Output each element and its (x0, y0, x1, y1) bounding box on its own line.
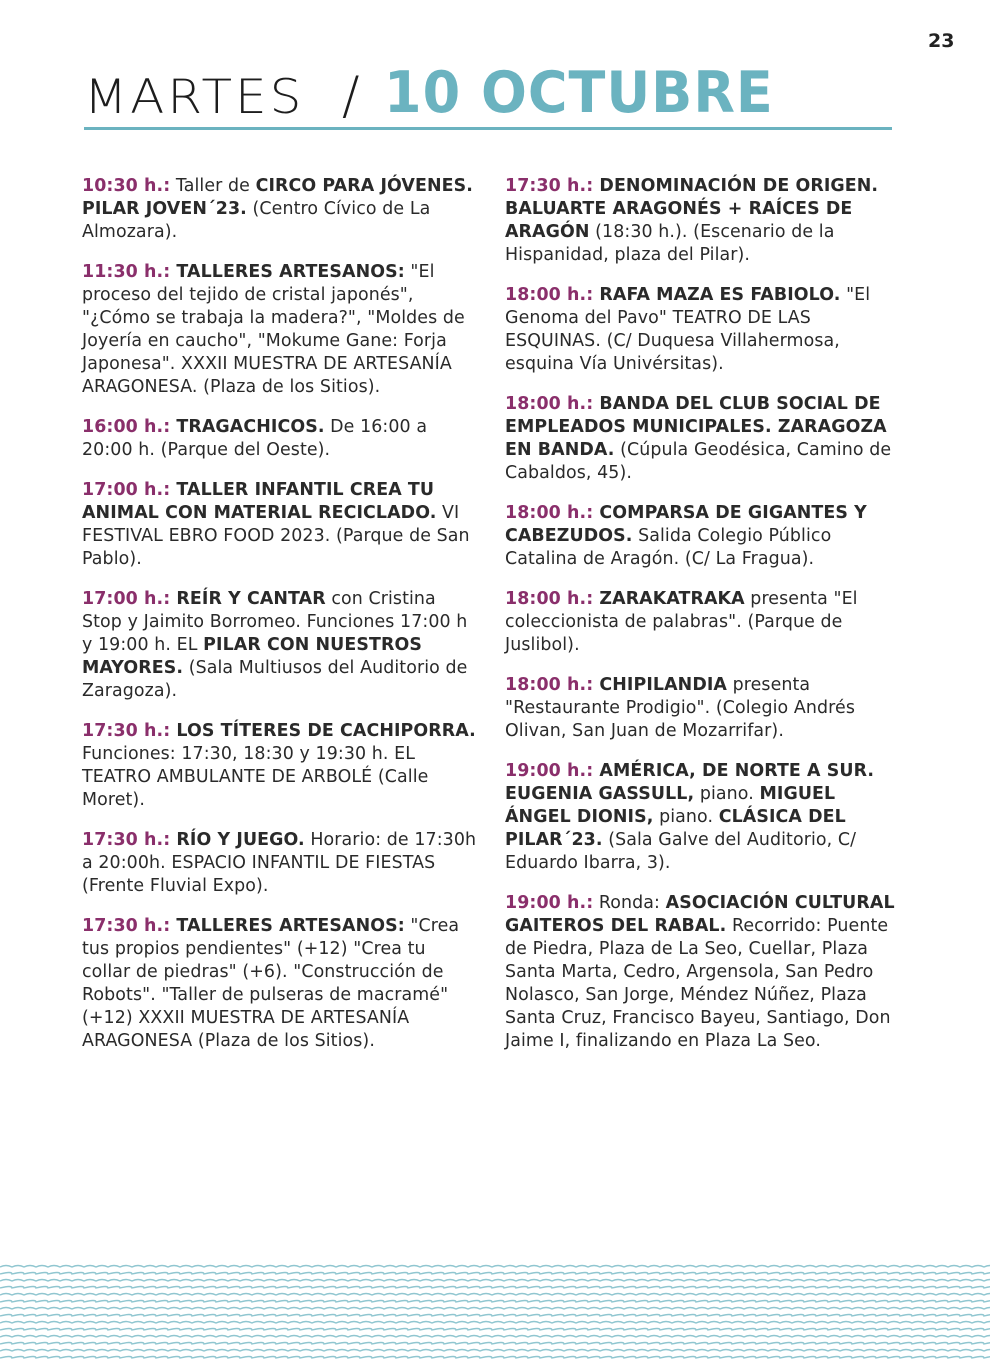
event-detail: piano. (653, 807, 719, 827)
event-time: 17:00 h.: (82, 589, 171, 609)
event-detail: (Cúpula Geodésica, Camino de Cabaldos, 45). (505, 440, 892, 483)
event-title: RÍO Y JUEGO. (170, 830, 305, 850)
event-title: REÍR Y CANTAR (170, 589, 326, 609)
wave-line (0, 1287, 990, 1289)
event-detail: con Cristina Stop y Jaimito Borromeo. Funciones 17:00 h y 19:00 h. EL (82, 589, 468, 655)
event-title: TALLER INFANTIL CREA TU ANIMAL CON MATERIAL RECICLADO. (82, 480, 437, 523)
event-time: 18:00 h.: (505, 394, 594, 414)
header-rule (84, 127, 892, 130)
event-detail: (Sala Multiusos del Auditorio de Zaragoza). (82, 658, 468, 701)
event-detail: Funciones: 17:30, 18:30 y 19:30 h. EL TEATRO AMBULANTE DE ARBOLÉ (Calle Moret). (82, 744, 429, 810)
event-title: ASOCIACIÓN CULTURAL GAITEROS DEL RABAL. (505, 893, 895, 936)
event-time: 18:00 h.: (505, 285, 594, 305)
wave-line (0, 1322, 990, 1324)
event-title: COMPARSA DE GIGANTES Y CABEZUDOS. (505, 503, 867, 546)
event-time: 18:00 h.: (505, 675, 594, 695)
event-item (505, 674, 900, 743)
wave-line (0, 1350, 990, 1352)
event-time: 18:00 h.: (505, 589, 594, 609)
event-detail: VI FESTIVAL EBRO FOOD 2023. (Parque de San Pablo). (82, 503, 470, 569)
wave-line (0, 1315, 990, 1317)
event-item (505, 175, 900, 267)
event-time: 17:30 h.: (82, 830, 171, 850)
event-item (82, 175, 477, 244)
title-day: MARTES (84, 69, 305, 125)
event-time: 17:30 h.: (82, 721, 171, 741)
wave-line (0, 1357, 990, 1359)
event-item (82, 261, 477, 399)
event-time: 16:00 h.: (82, 417, 171, 437)
wave-line (0, 1301, 990, 1303)
event-time: 19:00 h.: (505, 761, 594, 781)
event-item (505, 892, 900, 1053)
event-item (505, 760, 900, 875)
event-title: DENOMINACIÓN DE ORIGEN. BALUARTE ARAGONÉS + RAÍCES DE ARAGÓN (505, 176, 879, 242)
event-detail: Horario: de 17:30h a 20:00h. ESPACIO INFANTIL DE FIESTAS (Frente Fluvial Expo). (82, 830, 477, 896)
event-detail: "Crea tus propios pendientes" (+12) "Crea tu collar de piedras" (+6). "Construcción de Robots". "Taller de pulseras de macramé" (+12) XXXII MUESTRA DE ARTESANÍA ARAGONESA (Plaza de los Sitios). (82, 916, 460, 1051)
event-detail: "El Genoma del Pavo" TEATRO DE LAS ESQUINAS. (C/ Duquesa Villahermosa, esquina Vía Univérsitas). (505, 285, 871, 374)
event-title: PILAR CON NUESTROS MAYORES. (82, 635, 422, 678)
event-detail: (Sala Galve del Auditorio, C/ Eduardo Ibarra, 3). (505, 830, 857, 873)
event-title: CIRCO PARA JÓVENES. PILAR JOVEN´23. (82, 176, 473, 219)
event-time: 17:00 h.: (82, 480, 171, 500)
event-detail: Taller de (170, 176, 256, 196)
page-number: 23 (928, 30, 955, 52)
title-date: 10 OCTUBRE (384, 59, 774, 126)
event-title: CHIPILANDIA (593, 675, 727, 695)
event-item (82, 416, 477, 462)
event-item (505, 284, 900, 376)
event-time: 17:30 h.: (505, 176, 594, 196)
event-detail: presenta "El coleccionista de palabras". (Parque de Juslibol). (505, 589, 858, 655)
event-item (82, 720, 477, 812)
event-detail: (18:30 h.). (Escenario de la Hispanidad, plaza del Pilar). (505, 222, 835, 265)
event-detail: Salida Colegio Público Catalina de Aragón. (C/ La Fragua). (505, 526, 832, 569)
event-detail: (Centro Cívico de La Almozara). (82, 199, 431, 242)
event-time: 11:30 h.: (82, 262, 171, 282)
event-title: LOS TÍTERES DE CACHIPORRA. (170, 721, 476, 741)
event-item (505, 502, 900, 571)
event-item (505, 588, 900, 657)
event-item (82, 915, 477, 1053)
wave-line (0, 1343, 990, 1345)
event-detail: piano. (694, 784, 760, 804)
event-time: 18:00 h.: (505, 503, 594, 523)
wave-line (0, 1308, 990, 1310)
event-title: AMÉRICA, DE NORTE A SUR. EUGENIA GASSULL, (505, 761, 875, 804)
event-detail: "El proceso del tejido de cristal japonés", "¿Cómo se trabaja la madera?", "Moldes de Joyería en caucho", "Mokume Gane: Forja Japonesa". XXXII MUESTRA DE ARTESANÍA ARAGONESA. (Plaza de los Sitios). (82, 262, 465, 397)
event-title: CLÁSICA DEL PILAR´23. (505, 807, 846, 850)
event-detail: Ronda: (593, 893, 666, 913)
wave-line (0, 1329, 990, 1331)
event-time: 10:30 h.: (82, 176, 171, 196)
event-time: 17:30 h.: (82, 916, 171, 936)
event-title: TRAGACHICOS. (170, 417, 325, 437)
event-item (82, 588, 477, 703)
event-title: MIGUEL ÁNGEL DIONIS, (505, 784, 836, 827)
event-detail: De 16:00 a 20:00 h. (Parque del Oeste). (82, 417, 428, 460)
events-column-left (82, 175, 477, 1070)
event-title: ZARAKATRAKA (593, 589, 745, 609)
event-item (505, 393, 900, 485)
event-title: TALLERES ARTESANOS: (170, 916, 405, 936)
events-column-right (505, 175, 900, 1070)
wave-line (0, 1280, 990, 1282)
page-header (82, 59, 892, 132)
event-item (82, 829, 477, 898)
wave-line (0, 1273, 990, 1275)
wave-pattern-decoration (0, 1262, 990, 1363)
event-detail: Recorrido: Puente de Piedra, Plaza de La Seo, Cuellar, Plaza Santa Marta, Cedro, Argensola, San Pedro Nolasco, San Jorge, Méndez Núñez, Plaza Santa Cruz, Francisco Bayeu, Santiago, Don Jaime I, finalizando en Plaza La Seo. (505, 916, 891, 1051)
event-title: BANDA DEL CLUB SOCIAL DE EMPLEADOS MUNICIPALES. ZARAGOZA EN BANDA. (505, 394, 887, 460)
title-slash: / (342, 66, 360, 126)
event-title: TALLERES ARTESANOS: (170, 262, 405, 282)
wave-line (0, 1336, 990, 1338)
event-time: 19:00 h.: (505, 893, 594, 913)
wave-line (0, 1294, 990, 1296)
event-title: RAFA MAZA ES FABIOLO. (593, 285, 841, 305)
event-item (82, 479, 477, 571)
event-detail: presenta "Restaurante Prodigio". (Colegio Andrés Olivan, San Juan de Mozarrifar). (505, 675, 855, 741)
wave-line (0, 1266, 990, 1268)
